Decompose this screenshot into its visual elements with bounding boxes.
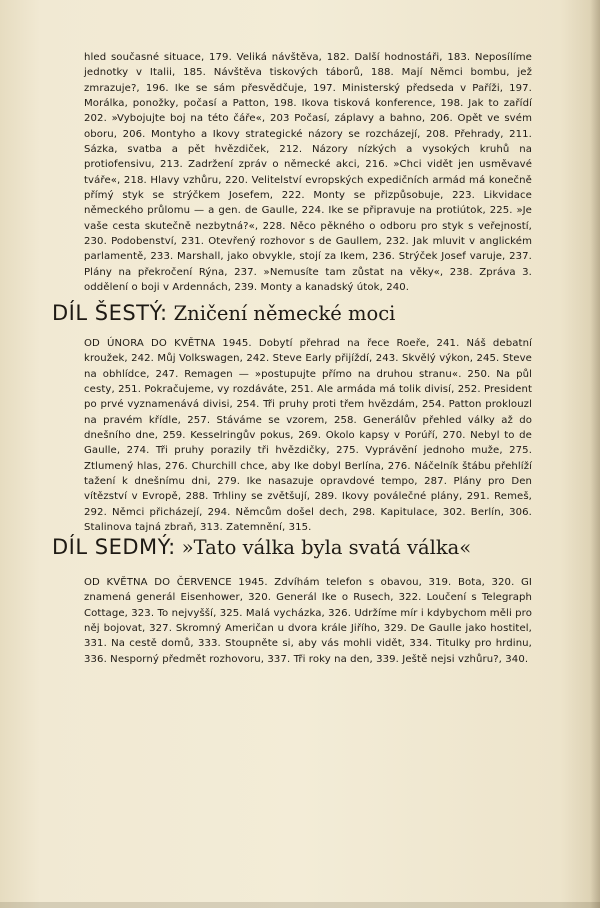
part-seven-contents: OD KVĚTNA DO ČERVENCE 1945. Zdvíhám telefon s obavou, 319. Bota, 320. GI znamená generál Eisenhower, 320. Generál Ike o Rusech, 322. Loučení s Telegraph Cottage, 323. To nejvyšší, 325. Malá vycházka, 326. Udržíme mír i kdybychom měli pro něj bojovat, 327. Skromný Američan u dvora krále Jiřího, 329. De Gaulle jako hostitel, 331. Na cestě domů, 333. Stoupněte si, aby vás mohli vidět, 334. Titulky pro hrdinu, 336. Nesporný předmět rozhovoru, 337. Tři roky na den, 339. Ještě nejsi vzhůru?, 340. xyxy=(84,577,532,665)
part-six-heading xyxy=(52,298,395,326)
part-seven-title: »Tato válka byla svatá válka« xyxy=(181,536,472,559)
part-seven-label: DÍL SEDMÝ: xyxy=(52,535,176,559)
part-six-title: Zničení německé moci xyxy=(173,302,396,325)
contents-paragraph-continued: hled současné situace, 179. Veliká návštěva, 182. Další hodnostáři, 183. Neposílíme jednotky v Italii, 185. Návštěva tiskových táborů, 188. Mají Němci bombu, jež zmrazuje?, 196. Ike se sám přesvědčuje, 197. Ministerský předseda v Paříži, 197. Morálka, ponožky, počasí a Patton, 198. Ikova tisková konference, 198. Jak to zařídí 202. »Vybojujte boj na této čáře«, 203 Počasí, záplavy a bahno, 206. Opět ve svém oboru, 206. Montyho a Ikovy strategické názory se rozcházejí, 208. Přehrady, 211. Sázka, svatba a pět hvězdiček, 212. Názory nízkých a vysokých kruhů na protiofensivu, 213. Zadržení zpráv o německé akci, 216. »Chci vidět jen usměvavé tváře«, 218. Hlavy vzhůru, 220. Velitelství evropských expedičních armád má konečně přímý styk se strýčkem Josefem, 222. Monty se přizpůsobuje, 223. Likvidace německého průlomu — a gen. de Gaulle, 224. Ike se připravuje na protiútok, 225. »Je vaše cesta skutečně nezbytná?«, 228. Něco pěkného o odboru pro styk s veřejností, 230. Podobenství, 231. Otevřený rozhovor s de Gaullem, 232. Jak mluvit v anglickém parlamentě, 233. Marshall, jako obvykle, stojí za Ikem, 236. Strýček Josef varuje, 237. Plány na překročení Rýna, 237. »Nemusíte tam zůstat na věky«, 238. Zpráva 3. oddělení o boji v Ardennách, 239. Monty a kanadský útok, 240. xyxy=(84,52,532,294)
part-seven-heading xyxy=(52,532,471,560)
part-six-contents: OD ÚNORA DO KVĚTNA 1945. Dobytí přehrad na řece Roeře, 241. Náš debatní kroužek, 242. Můj Volkswagen, 242. Steve Early přijíždí, 243. Skvělý výkon, 245. Steve na obhlídce, 247. Remagen — »postupujte přímo na druhou stranu«. 250. Na půl cesty, 251. Pokračujeme, vy rozdáváte, 251. Ale armáda má tolik divisí, 252. President po prvé vyznamenává divisi, 254. Tři pruhy proti třem hvězdám, 254. Patton proklouzl na pravém křídle, 257. Stáváme se vzorem, 258. Generálův přehled války až do dnešního dne, 259. Kesselringův pokus, 269. Okolo kapsy v Porúří, 270. Nebyl to de Gaulle, 274. Tři pruhy porazily tři hvězdičky, 275. Vyprávění jednoho muže, 275. Ztlumený hlas, 276. Churchill chce, aby Ike dobyl Berlína, 276. Náčelník štábu přehlíží tažení k dnešnímu dni, 279. Ike nasazuje opravdové tempo, 287. Plány pro Den vítězství v Evropě, 288. Trhliny se zvětšují, 289. Ikovy poválečné plány, 291. Remeš, 292. Němci přicházejí, 294. Němcům došel dech, 298. Kapitulace, 302. Berlín, 306. Stalinova tajná zbraň, 313. Zatemnění, 315. xyxy=(84,338,532,534)
part-six-label: DÍL ŠESTÝ: xyxy=(52,301,168,325)
